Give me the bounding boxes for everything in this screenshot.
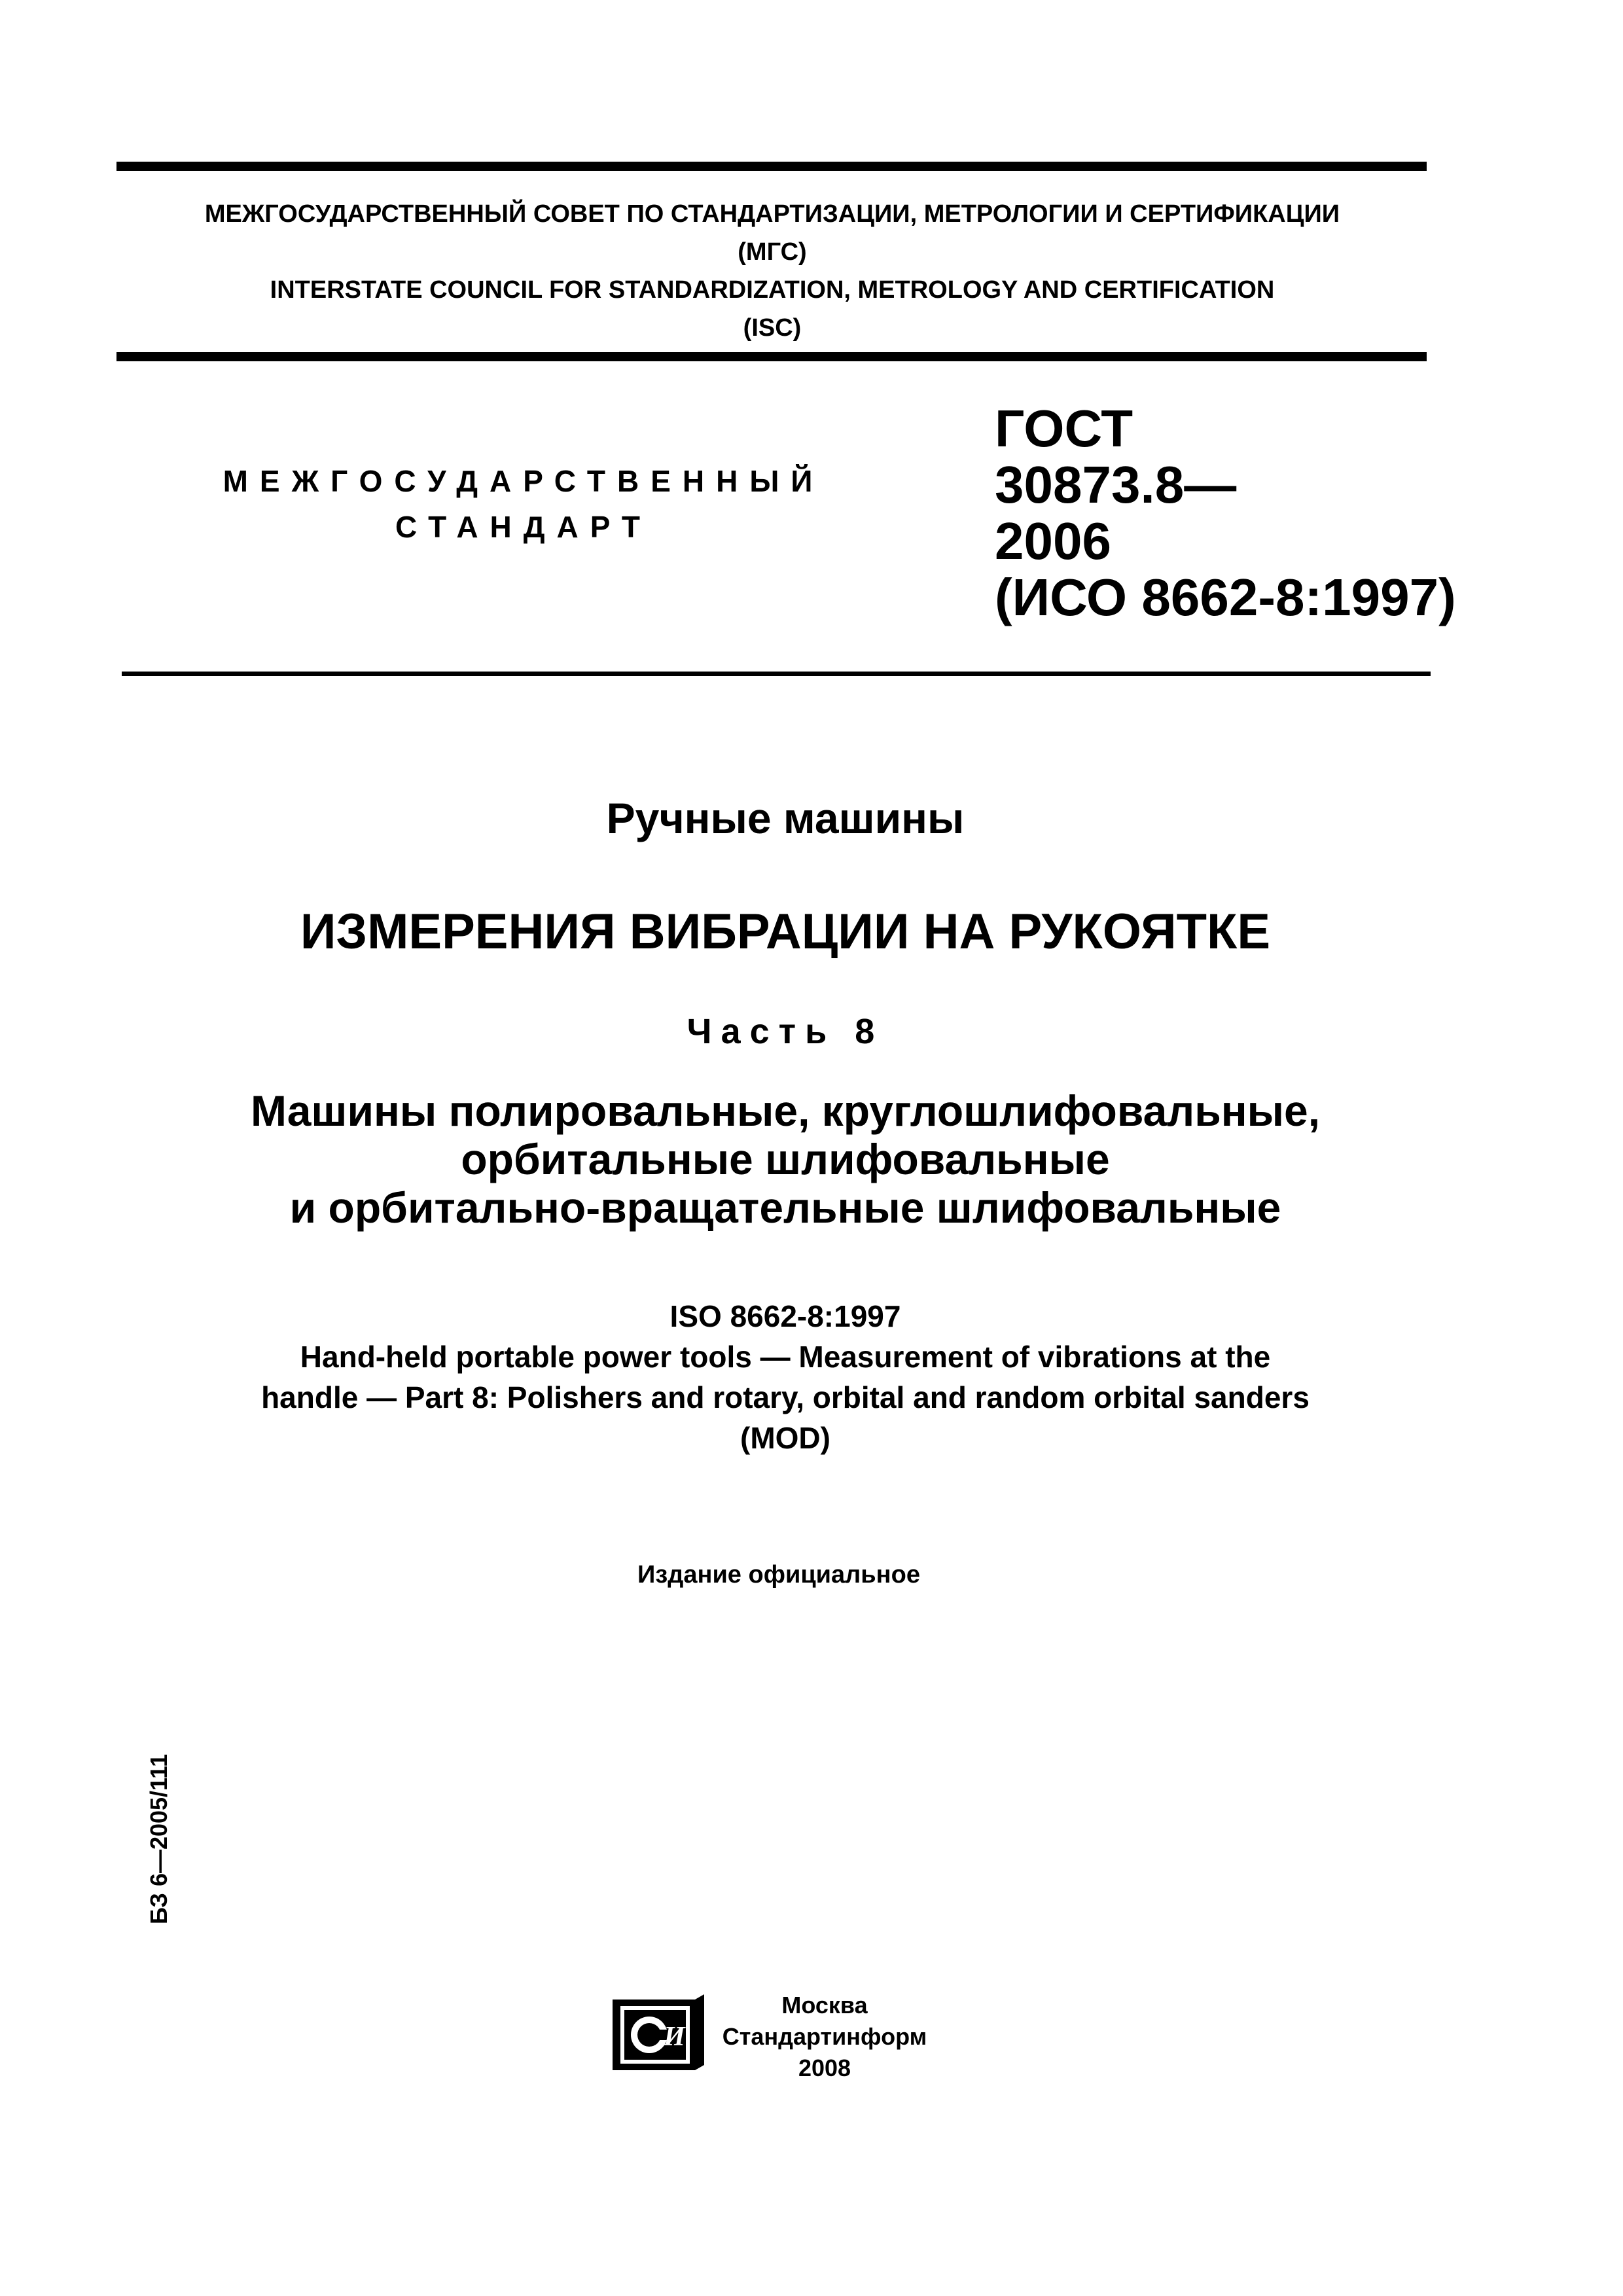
council-en-abbr: (ISC) — [743, 314, 802, 342]
standartinform-logo-icon — [609, 1993, 707, 2078]
gost-label: ГОСТ — [995, 399, 1133, 457]
council-block — [118, 195, 1427, 347]
council-ru-abbr: (МГС) — [738, 238, 807, 266]
standard-kind — [196, 458, 851, 550]
svg-text:И: И — [664, 2022, 685, 2052]
top-rule — [116, 162, 1427, 171]
standard-kind-line2: СТАНДАРТ — [395, 510, 652, 544]
subtitle-line2: орбитальные шлифовальные — [461, 1135, 1110, 1183]
council-bottom-rule — [116, 352, 1427, 361]
iso-line2: handle — Part 8: Polishers and rotary, orbital and random orbital sanders — [261, 1380, 1310, 1414]
gost-number-line — [995, 457, 1518, 513]
gost-year: 2006 — [995, 512, 1111, 570]
council-en: INTERSTATE COUNCIL FOR STANDARDIZATION, METROLOGY AND CERTIFICATION — [270, 276, 1275, 304]
iso-line3: (MOD) — [740, 1421, 830, 1455]
title-subtitle — [98, 1086, 1472, 1232]
designation-bottom-rule — [122, 672, 1431, 676]
council-ru: МЕЖГОСУДАРСТВЕННЫЙ СОВЕТ ПО СТАНДАРТИЗАЦИИ, МЕТРОЛОГИИ И СЕРТИФИКАЦИИ — [204, 200, 1340, 228]
iso-reference — [131, 1296, 1440, 1458]
gost-dash: — — [1184, 456, 1237, 514]
standard-kind-line1: МЕЖГОСУДАРСТВЕННЫЙ — [223, 464, 825, 498]
subtitle-line1: Машины полировальные, круглошлифовальные, — [250, 1086, 1321, 1135]
publisher-name: Стандартинформ — [722, 2023, 927, 2050]
subtitle-line3: и орбитально-вращательные шлифовальные — [289, 1183, 1281, 1232]
side-code-text: БЗ 6—2005/111 — [145, 1753, 172, 1924]
iso-number: ISO 8662-8:1997 — [669, 1299, 901, 1333]
title-main: ИЗМЕРЕНИЯ ВИБРАЦИИ НА РУКОЯТКЕ — [300, 904, 1271, 960]
title-group: Ручные машины — [606, 794, 965, 842]
publisher-year: 2008 — [798, 2054, 851, 2081]
side-code — [145, 1753, 172, 1950]
edition-note: Издание официальное — [637, 1561, 920, 1588]
gost-designation — [995, 401, 1518, 626]
publisher-city: Москва — [781, 1992, 868, 2018]
title-part: Часть 8 — [687, 1012, 884, 1051]
publisher-block — [713, 1990, 936, 2084]
gost-iso-ref: (ИСО 8662-8:1997) — [995, 568, 1456, 626]
iso-line1: Hand-held portable power tools — Measurement of vibrations at the — [300, 1340, 1271, 1374]
standartinform-logo-svg — [609, 1993, 707, 2078]
gost-number: 30873.8 — [995, 456, 1185, 514]
